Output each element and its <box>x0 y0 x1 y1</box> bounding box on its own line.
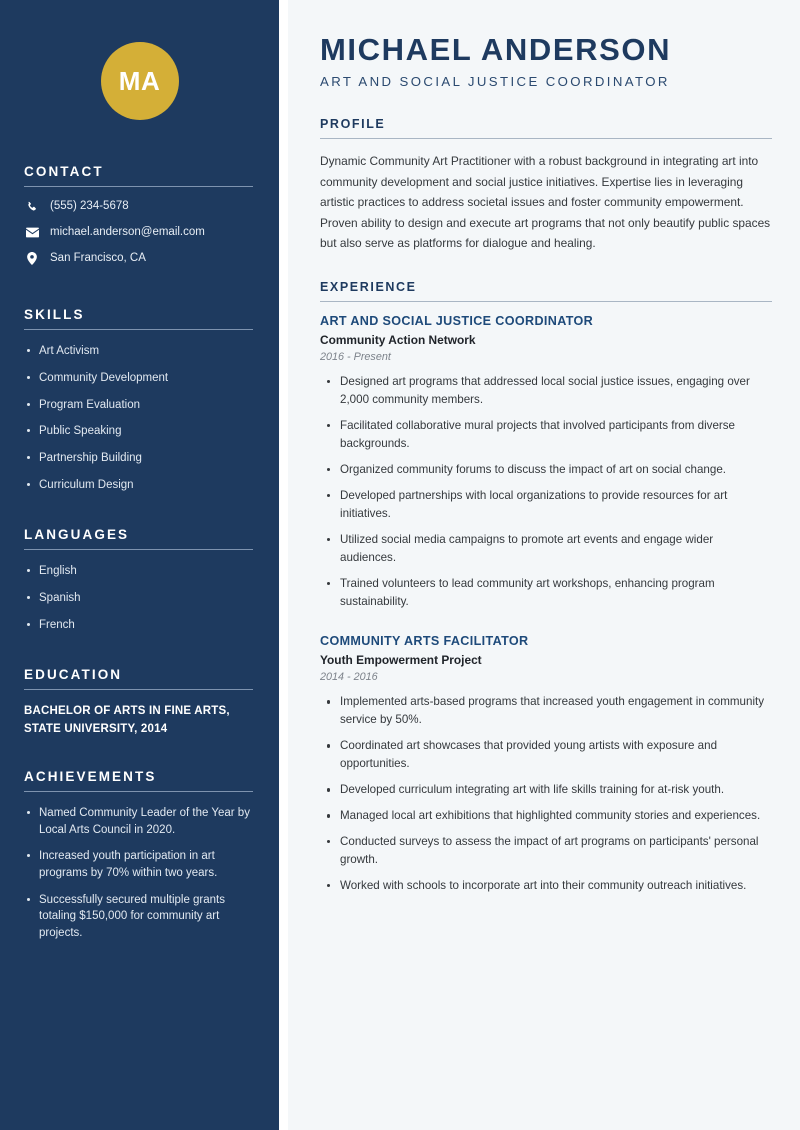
section-experience <box>320 280 772 895</box>
phone-icon <box>24 201 40 213</box>
contact-email-text: michael.anderson@email.com <box>50 225 205 238</box>
experience-bullets <box>320 693 772 895</box>
list-item: Successfully secured multiple grants totaling $150,000 for community art projects. <box>24 892 253 942</box>
experience-divider <box>320 301 772 302</box>
spacer <box>0 503 279 527</box>
list-item: Increased youth participation in art programs by 70% within two years. <box>24 848 253 881</box>
spacer <box>0 739 279 769</box>
experience-role: COMMUNITY ARTS FACILITATOR <box>320 634 529 649</box>
list-item: Developed curriculum integrating art with life skills training for at-risk youth. <box>320 781 772 799</box>
achievements-divider <box>24 791 253 792</box>
experience-dates: 2016 - Present <box>320 350 391 363</box>
skills-divider <box>24 329 253 330</box>
list-item: Art Activism <box>24 343 253 360</box>
list-item: Public Speaking <box>24 423 253 440</box>
education-institution: STATE UNIVERSITY, 2014 <box>24 723 168 736</box>
profile-heading: PROFILE <box>320 117 386 132</box>
spacer <box>0 277 279 307</box>
list-item: Managed local art exhibitions that highlighted community stories and experiences. <box>320 807 772 825</box>
section-contact <box>0 164 279 265</box>
education-divider <box>24 689 253 690</box>
list-item: French <box>24 617 253 634</box>
experience-bullets <box>320 373 772 611</box>
contact-divider <box>24 186 253 187</box>
contact-location-text: San Francisco, CA <box>50 251 146 264</box>
section-achievements <box>0 769 279 942</box>
spacer <box>0 643 279 667</box>
experience-company: Community Action Network <box>320 332 476 347</box>
experience-company: Youth Empowerment Project <box>320 653 482 668</box>
page-title: MICHAEL ANDERSON <box>320 32 672 67</box>
list-item: Implemented arts-based programs that increased youth engagement in community service by 50%. <box>320 693 772 729</box>
list-item: Conducted surveys to assess the impact of art programs on participants' personal growth. <box>320 833 772 869</box>
languages-divider <box>24 549 253 550</box>
main-content <box>288 0 800 1130</box>
list-item: Coordinated art showcases that provided young artists with exposure and opportunities. <box>320 737 772 773</box>
list-item: Worked with schools to incorporate art into their community outreach initiatives. <box>320 877 772 895</box>
contact-heading: CONTACT <box>24 164 104 179</box>
list-item: Designed art programs that addressed local social justice issues, engaging over 2,000 community members. <box>320 373 772 409</box>
section-skills <box>0 307 279 493</box>
skills-heading: SKILLS <box>24 307 85 323</box>
list-item: Organized community forums to discuss the impact of art on social change. <box>320 461 772 479</box>
column-divider <box>279 0 288 1130</box>
achievements-heading: ACHIEVEMENTS <box>24 769 157 785</box>
education-degree: BACHELOR OF ARTS IN FINE ARTS, <box>24 705 230 718</box>
section-profile <box>320 117 772 253</box>
experience-heading: EXPERIENCE <box>320 279 417 294</box>
list-item: English <box>24 563 253 580</box>
contact-item-phone[interactable] <box>24 200 253 214</box>
envelope-icon <box>24 227 40 238</box>
list-item: Utilized social media campaigns to promote art events and engage wider audiences. <box>320 531 772 567</box>
education-heading: EDUCATION <box>24 667 123 683</box>
list-item: Developed partnerships with local organizations to provide resources for art initiatives. <box>320 487 772 523</box>
list-item: Spanish <box>24 590 253 607</box>
education-entry <box>24 703 253 739</box>
avatar-container <box>0 0 279 164</box>
list-item: Trained volunteers to lead community art workshops, enhancing program sustainability. <box>320 575 772 611</box>
experience-role: ART AND SOCIAL JUSTICE COORDINATOR <box>320 313 594 328</box>
experience-entry <box>320 634 772 895</box>
list-item: Program Evaluation <box>24 397 253 414</box>
list-item: Partnership Building <box>24 450 253 467</box>
avatar: MA <box>101 42 179 120</box>
contact-item-location[interactable] <box>24 252 253 266</box>
map-pin-icon <box>24 252 40 265</box>
experience-dates: 2014 - 2016 <box>320 671 378 684</box>
profile-divider <box>320 138 772 139</box>
profile-text: Dynamic Community Art Practitioner with a robust background in integrating art into community development and social justice initiatives. Expertise lies in leveraging artistic practices to address societal issues and foster community empowerment. Proven ability to design and execute art programs that not only beautify public spaces but also serve as platforms for dialogue and healing. <box>320 154 771 251</box>
contact-list <box>24 200 253 265</box>
experience-entry <box>320 314 772 611</box>
list-item: Facilitated collaborative mural projects that involved participants from diverse backgrounds. <box>320 417 772 453</box>
achievements-list <box>24 805 253 942</box>
languages-list <box>24 563 253 633</box>
contact-item-email[interactable] <box>24 226 253 240</box>
contact-phone-text: (555) 234-5678 <box>50 200 129 212</box>
sidebar <box>0 0 279 1130</box>
section-education <box>0 667 279 739</box>
skills-list <box>24 343 253 493</box>
professional-title: ART AND SOCIAL JUSTICE COORDINATOR <box>320 74 670 90</box>
list-item: Community Development <box>24 370 253 387</box>
section-languages <box>0 527 279 633</box>
list-item: Named Community Leader of the Year by Local Arts Council in 2020. <box>24 805 253 838</box>
list-item: Curriculum Design <box>24 477 253 494</box>
languages-heading: LANGUAGES <box>24 527 130 543</box>
